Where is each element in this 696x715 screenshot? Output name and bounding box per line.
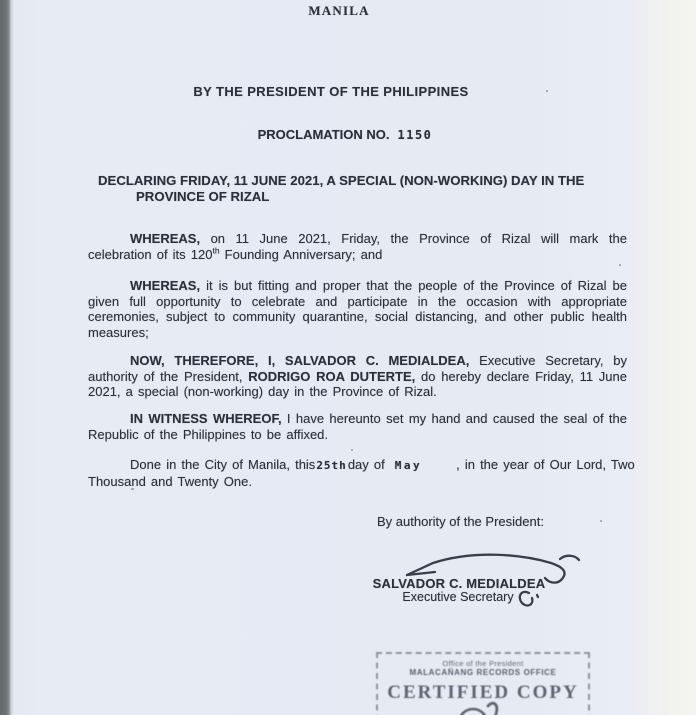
paragraph-done-in: [88, 457, 645, 489]
whereas-1-lead: WHEREAS,: [130, 231, 201, 246]
in-witness-text: I have hereunto set my hand and caused the seal of the Republic of the Philippines to be affixed.: [88, 411, 628, 442]
whereas-1-text: on 11 June 2021, Friday, the Province of Rizal will mark the celebration of its 120: [88, 231, 627, 262]
certified-copy-stamp: [376, 652, 590, 715]
proclamation-line: [0, 127, 690, 142]
authority-line: By authority of the President:: [377, 514, 544, 529]
scan-speck: [546, 90, 548, 92]
now-therefore-lead: NOW, THEREFORE, I, SALVADOR C. MEDIALDEA,: [130, 353, 470, 368]
signatory-name: SALVADOR C. MEDIALDEA: [372, 576, 546, 591]
title-line-2: PROVINCE OF RIZAL: [136, 189, 270, 204]
done-in-pre: Done in the City of Manila, this: [130, 457, 316, 472]
signatory-role: Executive Secretary: [402, 590, 514, 604]
paragraph-whereas-2: [88, 278, 627, 340]
title-line-1: DECLARING FRIDAY, 11 JUNE 2021, A SPECIAL (NON-WORKING) DAY IN THE: [98, 173, 585, 188]
paragraph-in-witness: [88, 411, 627, 442]
now-therefore-mid: Executive Secretary, by authority of the President,: [88, 353, 627, 384]
scan-speck: [351, 449, 353, 451]
scan-speck: [619, 264, 621, 266]
scan-speck: [131, 488, 134, 490]
scan-speck: [600, 520, 602, 522]
ordinal-superscript: th: [212, 245, 220, 256]
stamp-certified-copy: CERTIFIED COPY: [387, 682, 579, 703]
whereas-2-text: it is but fitting and proper that the people of the Province of Rizal be given full opportunity to celebrate and participate in the occasion with appropriate ceremonies, subject to community quarantine, social distancing, and other public health measures;: [88, 278, 627, 340]
proclamation-label: PROCLAMATION NO.: [257, 127, 390, 142]
proclamation-number: 1150: [397, 128, 433, 142]
place-line: MANILA: [308, 3, 370, 18]
typed-day: 25th: [316, 459, 347, 472]
records-seal-mark: [376, 652, 590, 715]
paragraph-whereas-1: [88, 231, 627, 262]
whereas-1-text-tail: Founding Anniversary; and: [219, 246, 383, 262]
document-title: [98, 173, 643, 205]
stamp-records-line: MALACAÑANG RECORDS OFFICE: [409, 668, 557, 677]
paragraph-now-therefore: [88, 353, 627, 400]
typed-month: May: [394, 459, 423, 472]
done-in-tail: , in the year of Our Lord, Two Thousand and Twenty One.: [88, 457, 635, 489]
whereas-2-lead: WHEREAS,: [130, 278, 201, 293]
now-therefore-tail: do hereby declare Friday, 11 June 2021, a special (non-working) day in the Province of Rizal.: [88, 368, 627, 399]
president-name: RODRIGO ROA DUTERTE,: [248, 368, 416, 384]
issuer-line: BY THE PRESIDENT OF THE PHILIPPINES: [193, 84, 469, 99]
done-in-mid: day of: [347, 457, 385, 472]
in-witness-lead: IN WITNESS WHEREOF,: [130, 411, 282, 426]
stamp-office-line: Office of the President: [442, 659, 524, 668]
